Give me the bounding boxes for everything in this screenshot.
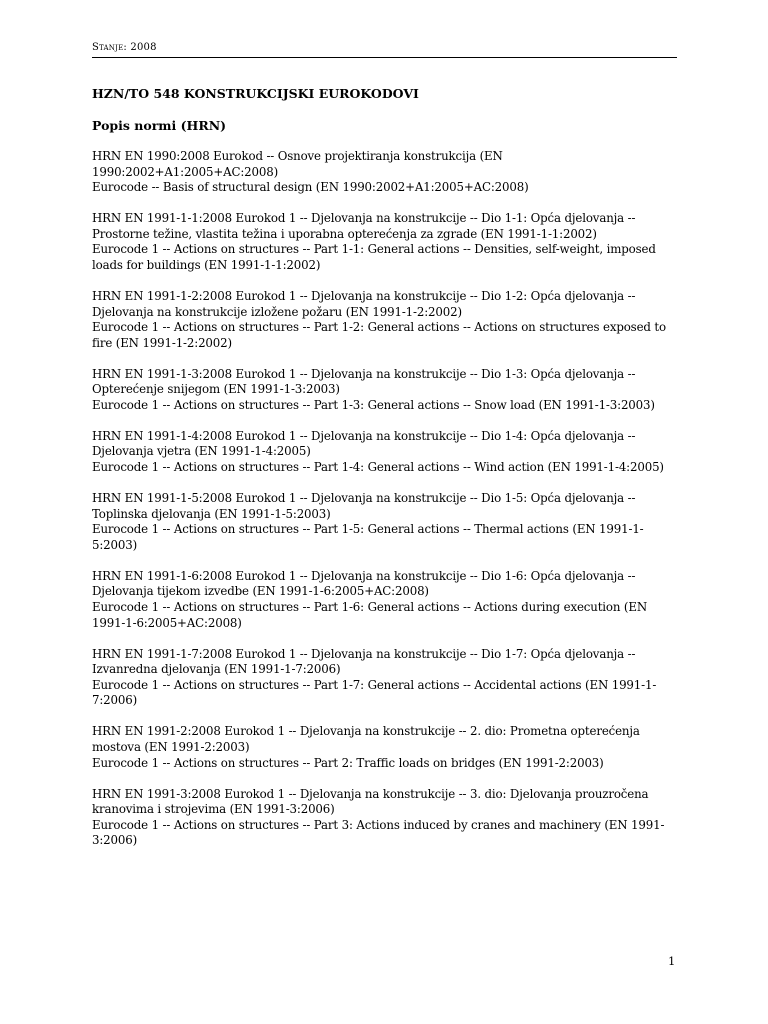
- standard-entry: [92, 149, 677, 196]
- header-status-text: Stanje: 2008: [92, 42, 157, 53]
- standard-title-hr: HRN EN 1991-3:2008 Eurokod 1 -- Djelovanja na konstrukcije -- 3. dio: Djelovanja prouzročena kranovima i strojevima (EN 1991-3:2006): [92, 786, 649, 817]
- standard-title-en: Eurocode 1 -- Actions on structures -- Part 1-4: General actions -- Wind action (EN 1991-1-4:2005): [92, 460, 664, 475]
- standard-entry: [92, 429, 677, 476]
- standard-title-en: Eurocode 1 -- Actions on structures -- Part 1-5: General actions -- Thermal actions (EN 1991-1-5:2003): [92, 522, 644, 552]
- standard-title-hr: HRN EN 1991-1-3:2008 Eurokod 1 -- Djelovanja na konstrukcije -- Dio 1-3: Opća djelovanja -- Opterećenje snijegom (EN 1991-1-3:2003): [92, 366, 636, 397]
- standard-title-hr: HRN EN 1991-1-5:2008 Eurokod 1 -- Djelovanja na konstrukcije -- Dio 1-5: Opća djelovanja -- Toplinska djelovanja (EN 1991-1-5:2003): [92, 491, 636, 521]
- standard-entry: [92, 367, 677, 414]
- page-number: 1: [668, 954, 676, 968]
- standard-title-en: Eurocode 1 -- Actions on structures -- Part 1-6: General actions -- Actions during execution (EN 1991-1-6:2005+AC:2008): [92, 600, 648, 630]
- standard-entry: [92, 724, 677, 771]
- standard-title-en: Eurocode 1 -- Actions on structures -- Part 1-2: General actions -- Actions on structures exposed to fire (EN 1991-1-2:2002): [92, 320, 666, 350]
- standard-title-hr: HRN EN 1991-1-7:2008 Eurokod 1 -- Djelovanja na konstrukcije -- Dio 1-7: Opća djelovanja -- Izvanredna djelovanja (EN 1991-1-7:2006): [92, 646, 636, 677]
- standard-title-en: Eurocode 1 -- Actions on structures -- Part 1-3: General actions -- Snow load (EN 1991-1-3:2003): [92, 397, 655, 412]
- standard-entry: [92, 289, 677, 351]
- document-subtitle: Popis normi (HRN): [92, 118, 227, 133]
- standard-title-hr: HRN EN 1991-1-1:2008 Eurokod 1 -- Djelovanja na konstrukcije -- Dio 1-1: Opća djelovanja -- Prostorne težine, vlastita težina i uporabna opterećenja za zgrade (EN 1991-1-1:2002): [92, 211, 636, 241]
- standard-title-hr: HRN EN 1991-2:2008 Eurokod 1 -- Djelovanja na konstrukcije -- 2. dio: Prometna opterećenja mostova (EN 1991-2:2003): [92, 724, 640, 754]
- standard-title-en: Eurocode 1 -- Actions on structures -- Part 1-7: General actions -- Accidental actions (EN 1991-1-7:2006): [92, 677, 657, 708]
- standard-title-hr: HRN EN 1991-1-4:2008 Eurokod 1 -- Djelovanja na konstrukcije -- Dio 1-4: Opća djelovanja -- Djelovanja vjetra (EN 1991-1-4:2005): [92, 428, 636, 459]
- standard-title-en: Eurocode -- Basis of structural design (EN 1990:2002+A1:2005+AC:2008): [92, 180, 529, 195]
- standard-entry: [92, 569, 677, 631]
- standard-entry: [92, 211, 677, 273]
- standard-entry: [92, 787, 677, 849]
- document-title: HZN/TO 548 KONSTRUKCIJSKI EUROKODOVI: [92, 86, 419, 101]
- standard-entry: [92, 647, 677, 709]
- standard-entry: [92, 491, 677, 553]
- document-body: [92, 86, 677, 864]
- standard-title-en: Eurocode 1 -- Actions on structures -- Part 1-1: General actions -- Densities, self-weight, imposed loads for buildings (EN 1991-1-1:2002): [92, 242, 656, 272]
- standard-title-hr: HRN EN 1990:2008 Eurokod -- Osnove projektiranja konstrukcija (EN 1990:2002+A1:2005+AC:2008): [92, 149, 503, 179]
- standard-title-en: Eurocode 1 -- Actions on structures -- Part 2: Traffic loads on bridges (EN 1991-2:2003): [92, 755, 604, 770]
- page-header: [92, 41, 677, 58]
- standard-title-hr: HRN EN 1991-1-6:2008 Eurokod 1 -- Djelovanja na konstrukcije -- Dio 1-6: Opća djelovanja -- Djelovanja tijekom izvedbe (EN 1991-1-6:2005+AC:2008): [92, 568, 636, 599]
- standard-title-hr: HRN EN 1991-1-2:2008 Eurokod 1 -- Djelovanja na konstrukcije -- Dio 1-2: Opća djelovanja -- Djelovanja na konstrukcije izložene požaru (EN 1991-1-2:2002): [92, 288, 636, 319]
- standard-title-en: Eurocode 1 -- Actions on structures -- Part 3: Actions induced by cranes and machinery (EN 1991-3:2006): [92, 817, 665, 848]
